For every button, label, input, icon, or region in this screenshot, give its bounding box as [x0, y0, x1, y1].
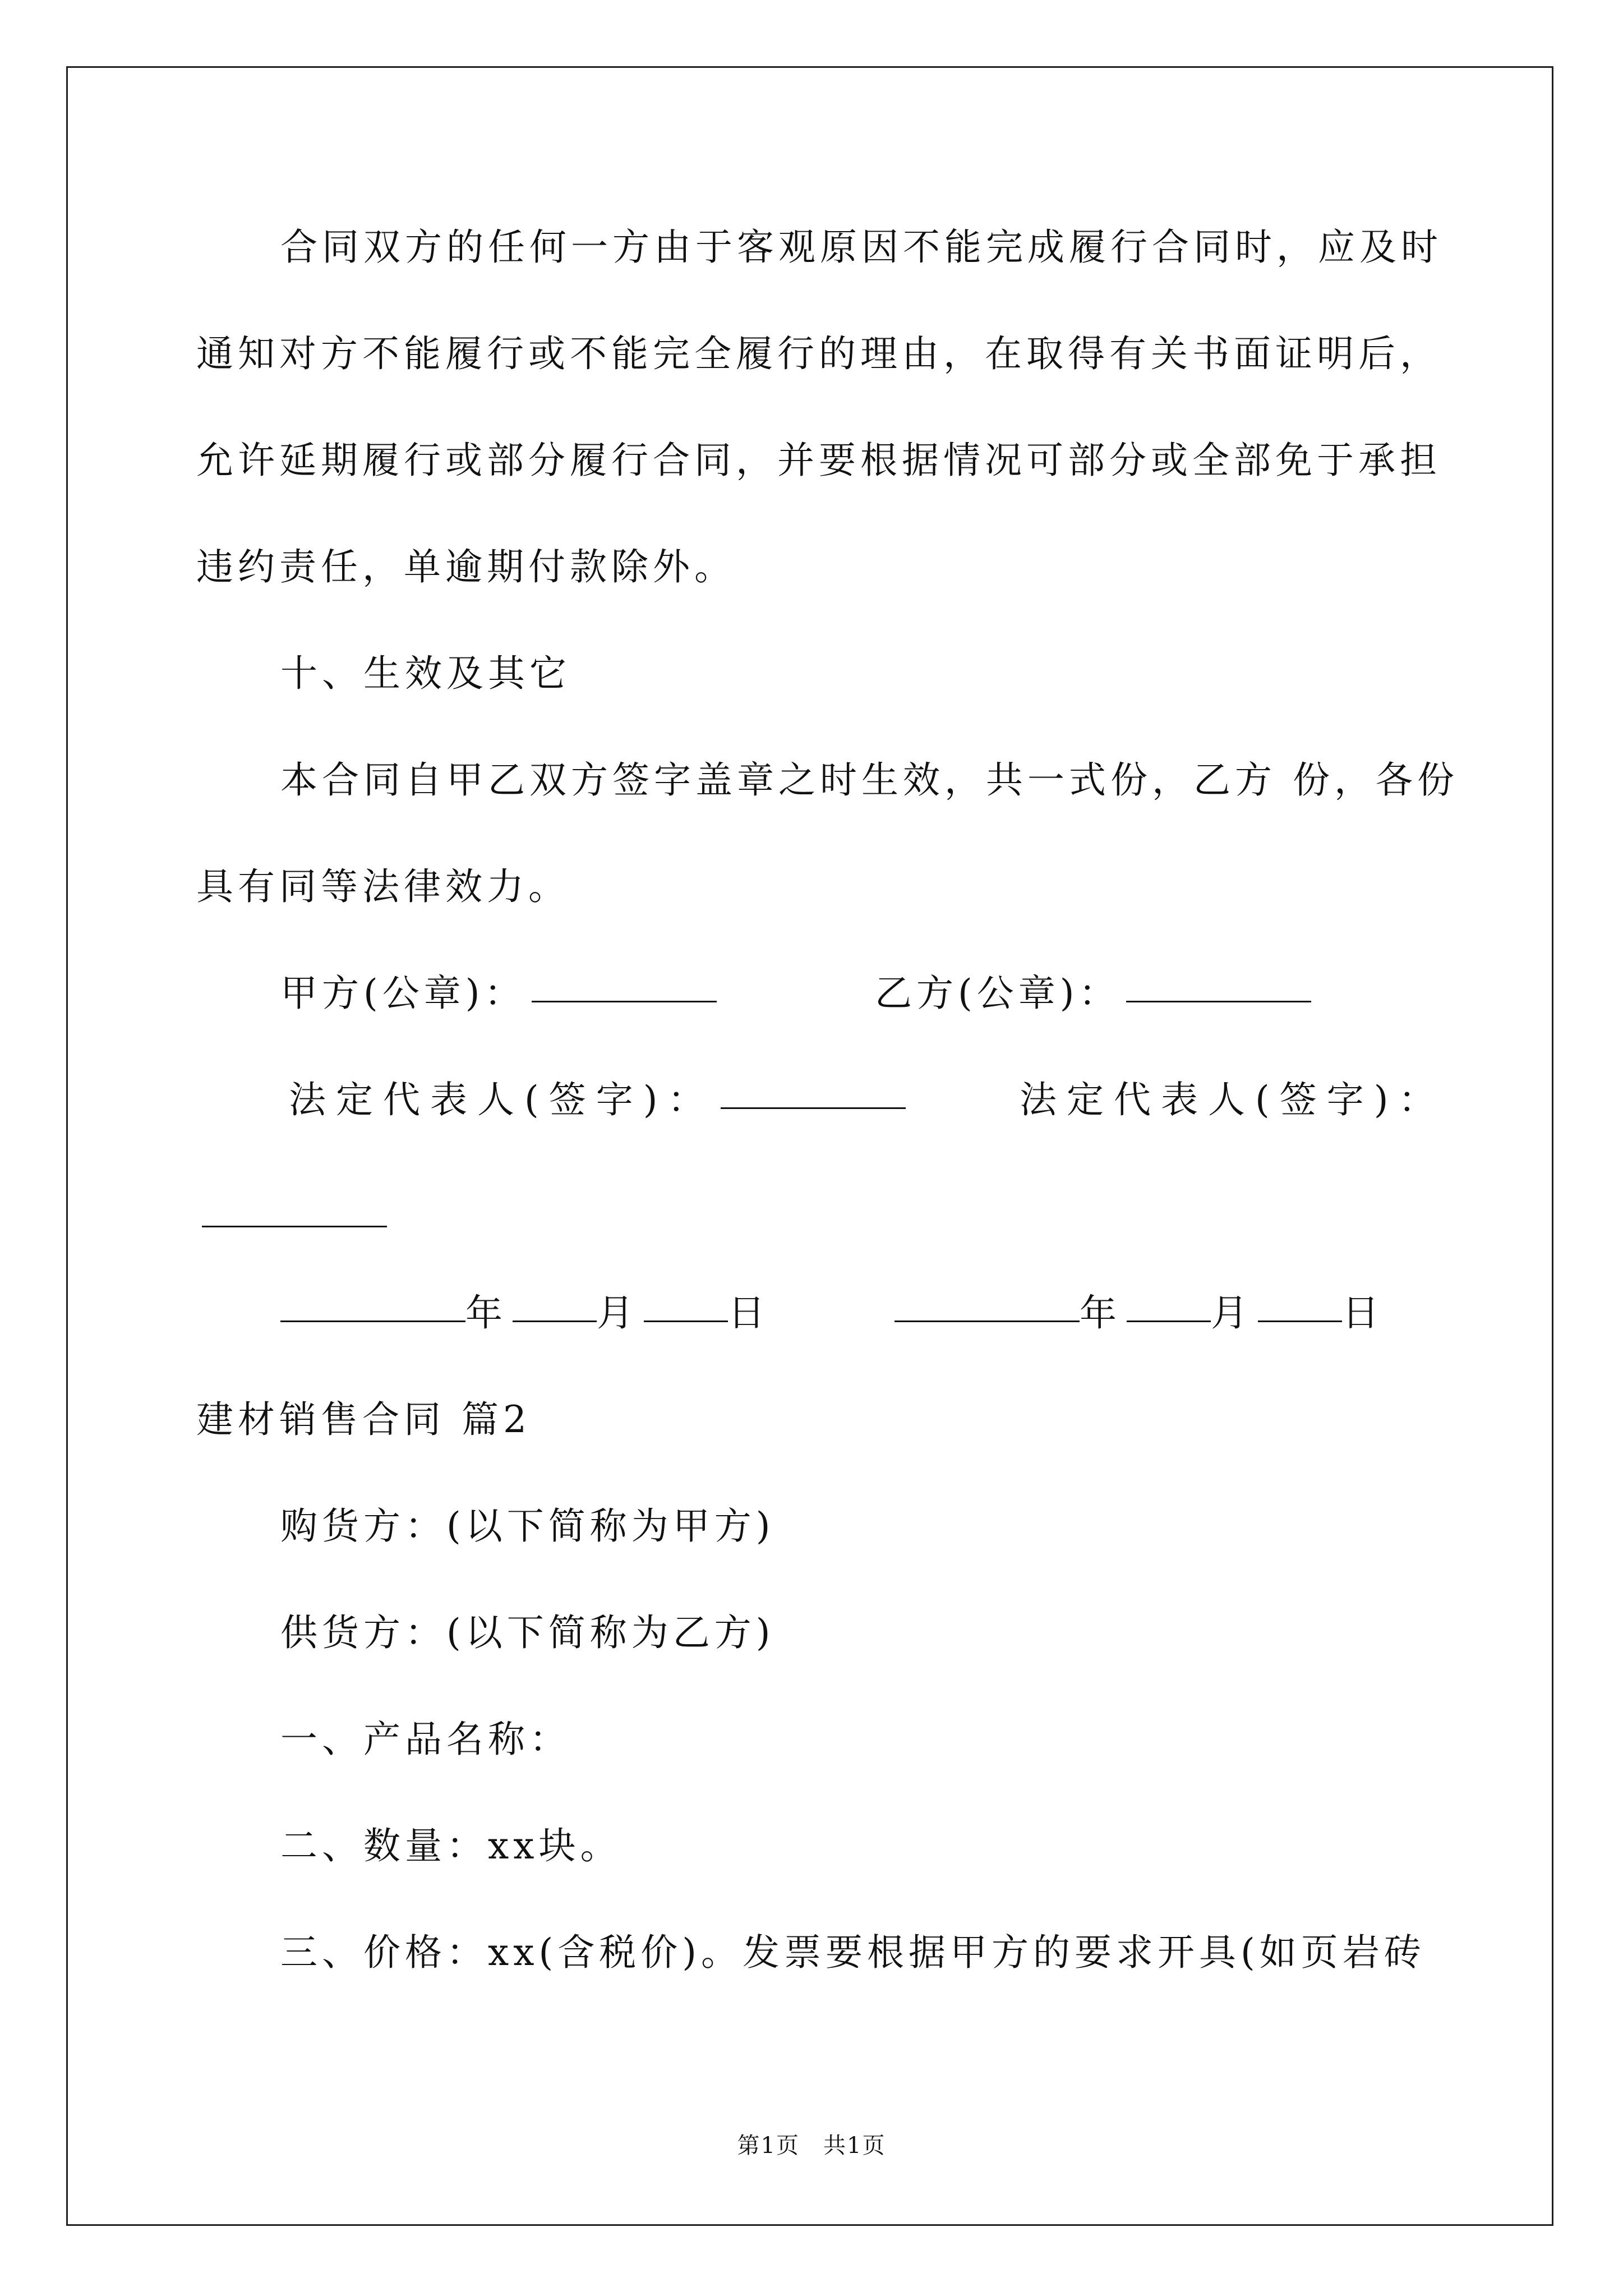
rep-b-blank [202, 1226, 387, 1227]
day-b-label: 日 [1342, 1291, 1384, 1335]
quantity-line: 二、数量：xx块。 [280, 1824, 622, 1867]
product-name-line: 一、产品名称： [280, 1718, 571, 1761]
party-a-label: 甲方(公章)： [280, 972, 526, 1015]
rep-a-line [289, 1078, 906, 1121]
year-b-label: 年 [1080, 1291, 1121, 1335]
day-a-blank [644, 1320, 728, 1322]
paragraph-line: 具有同等法律效力。 [196, 865, 570, 908]
month-a-label: 月 [597, 1291, 638, 1335]
rep-b-label: 法定代表人(签字)： [1020, 1078, 1446, 1121]
date-b-line [895, 1291, 1384, 1335]
section-heading: 十、生效及其它 [280, 652, 571, 695]
year-a-label: 年 [465, 1291, 507, 1335]
year-b-blank [895, 1320, 1080, 1322]
supplier-line: 供货方：(以下简称为乙方) [280, 1611, 775, 1654]
buyer-line: 购货方：(以下简称为甲方) [280, 1504, 775, 1548]
party-b-seal-line [875, 972, 1311, 1015]
paragraph-line: 通知对方不能履行或不能完全履行的理由，在取得有关书面证明后， [196, 332, 1441, 375]
month-b-blank [1127, 1320, 1211, 1322]
paragraph-line: 本合同自甲乙双方签字盖章之时生效，共一式份，乙方 份，各份 [280, 758, 1459, 802]
price-line: 三、价格：xx(含税价)。发票要根据甲方的要求开具(如页岩砖 [280, 1931, 1426, 1974]
day-a-label: 日 [728, 1291, 769, 1335]
rep-a-blank [721, 1107, 906, 1109]
month-a-blank [513, 1320, 597, 1322]
page-footer: 第1页 共1页 [737, 2133, 886, 2159]
party-b-label: 乙方(公章)： [875, 972, 1121, 1015]
month-b-label: 月 [1211, 1291, 1252, 1335]
contract-title: 建材销售合同 篇2 [196, 1398, 531, 1441]
party-b-blank [1126, 1001, 1311, 1002]
year-a-blank [280, 1320, 465, 1322]
paragraph-line: 允许延期履行或部分履行合同，并要根据情况可部分或全部免于承担 [196, 439, 1441, 482]
rep-a-label: 法定代表人(签字)： [289, 1078, 715, 1121]
date-a-line [280, 1291, 769, 1335]
party-a-seal-line [280, 972, 717, 1015]
page-border [66, 66, 1553, 2226]
paragraph-line: 合同双方的任何一方由于客观原因不能完成履行合同时，应及时 [280, 226, 1442, 269]
party-a-blank [532, 1001, 717, 1002]
paragraph-line: 违约责任，单逾期付款除外。 [196, 545, 736, 588]
day-b-blank [1258, 1320, 1342, 1322]
